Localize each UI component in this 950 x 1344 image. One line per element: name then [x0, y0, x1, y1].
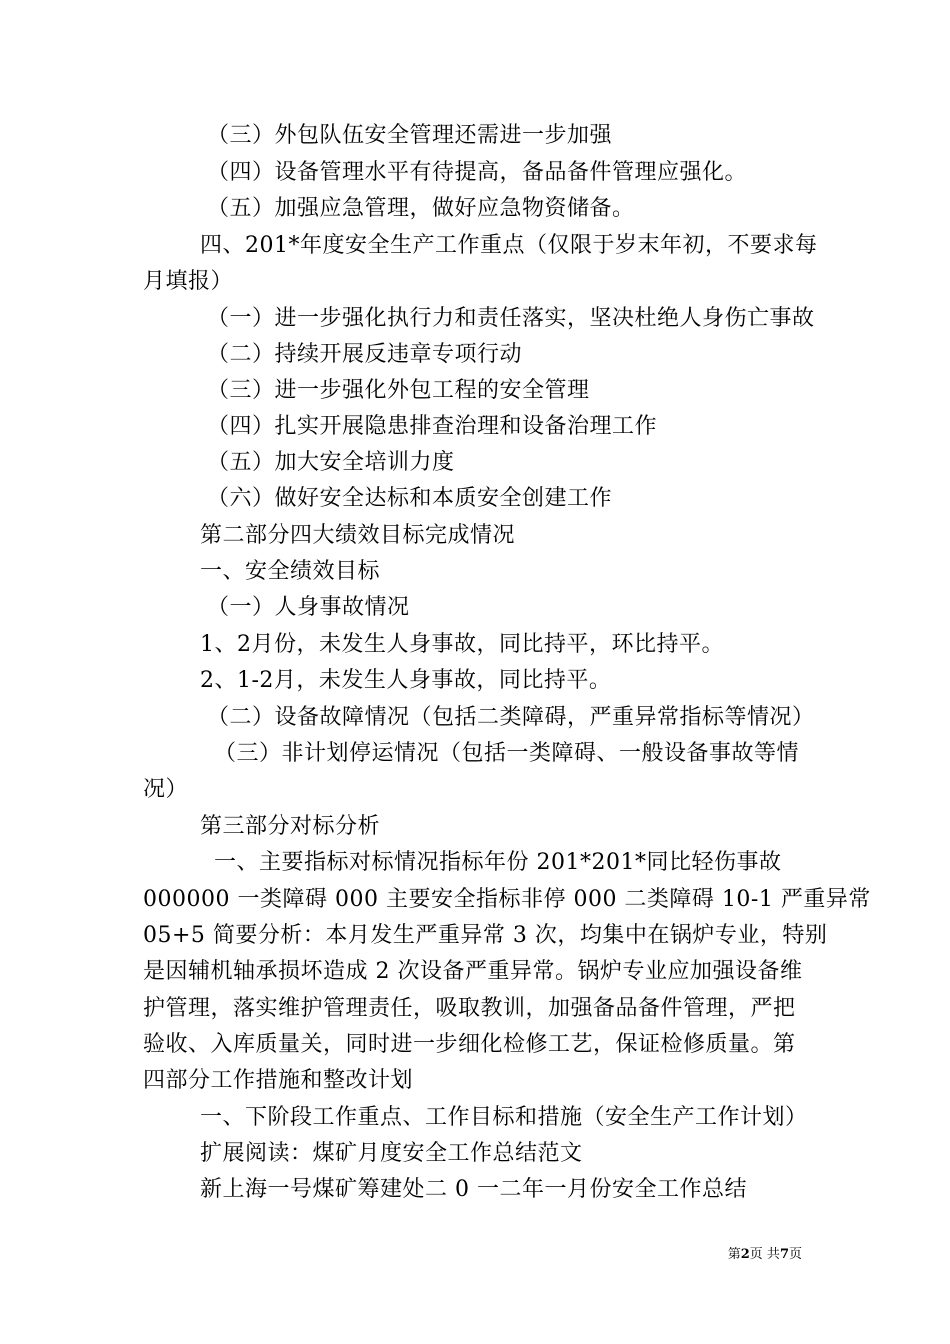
text-line: （三）外包队伍安全管理还需进一步加强: [207, 123, 613, 148]
total-page-number: 7: [779, 1247, 789, 1262]
text-line: 护管理，落实维护管理责任，吸取教训，加强备品备件管理，严把: [143, 996, 796, 1021]
text-line: 新上海一号煤矿筹建处二 0 一二年一月份安全工作总结: [200, 1177, 747, 1202]
text-line: （二）设备故障情况（包括二类障碍，严重异常指标等情况）: [207, 705, 815, 730]
current-page-number: 2: [740, 1247, 750, 1262]
text-line: 月填报）: [143, 269, 234, 294]
text-line: （五）加强应急管理，做好应急物资储备。: [207, 196, 635, 221]
text-line: （五）加大安全培训力度: [207, 450, 455, 475]
text-line: （一）进一步强化执行力和责任落实，坚决杜绝人身伤亡事故: [207, 306, 815, 331]
text-line: （四）设备管理水平有待提高，备品备件管理应强化。: [207, 160, 748, 185]
text-line: 一、主要指标对标情况指标年份 201*201*同比轻伤事故: [214, 850, 782, 875]
text-line: 是因辅机轴承损坏造成 2 次设备严重异常。锅炉专业应加强设备维: [143, 959, 803, 984]
text-line: 况）: [143, 777, 189, 802]
text-line: 1、2月份，未发生人身事故，同比持平，环比持平。: [200, 632, 724, 657]
text-line: （三）非计划停运情况（包括一类障碍、一般设备事故等情: [214, 741, 800, 766]
page-footer: [728, 1246, 802, 1264]
text-line: （四）扎实开展隐患排查治理和设备治理工作: [207, 414, 658, 439]
text-line: 一、安全绩效目标: [200, 559, 381, 584]
text-line: 四部分工作措施和整改计划: [143, 1068, 414, 1093]
footer-middle: 页 共: [749, 1247, 780, 1262]
section-heading: 第二部分四大绩效目标完成情况: [200, 523, 516, 548]
text-line: （三）进一步强化外包工程的安全管理: [207, 378, 590, 403]
text-line: 05+5 简要分析：本月发生严重异常 3 次，均集中在锅炉专业，特别: [143, 923, 828, 948]
section-heading: 第三部分对标分析: [200, 814, 381, 839]
text-line: （二）持续开展反违章专项行动: [207, 342, 523, 367]
footer-suffix: 页: [788, 1247, 802, 1262]
text-line: 一、下阶段工作重点、工作目标和措施（安全生产工作计划）: [200, 1105, 808, 1130]
text-line: 000000 一类障碍 000 主要安全指标非停 000 二类障碍 10-1 严重异常: [143, 887, 871, 912]
text-line: 四、201*年度安全生产工作重点（仅限于岁末年初，不要求每: [200, 233, 818, 258]
text-line: （六）做好安全达标和本质安全创建工作: [207, 486, 613, 511]
text-line: 验收、入库质量关，同时进一步细化检修工艺，保证检修质量。第: [143, 1032, 796, 1057]
text-line: 2、1-2月，未发生人身事故，同比持平。: [200, 668, 612, 693]
text-line: （一）人身事故情况: [207, 595, 410, 620]
footer-prefix: 第: [727, 1247, 741, 1262]
text-line: 扩展阅读：煤矿月度安全工作总结范文: [200, 1141, 583, 1166]
